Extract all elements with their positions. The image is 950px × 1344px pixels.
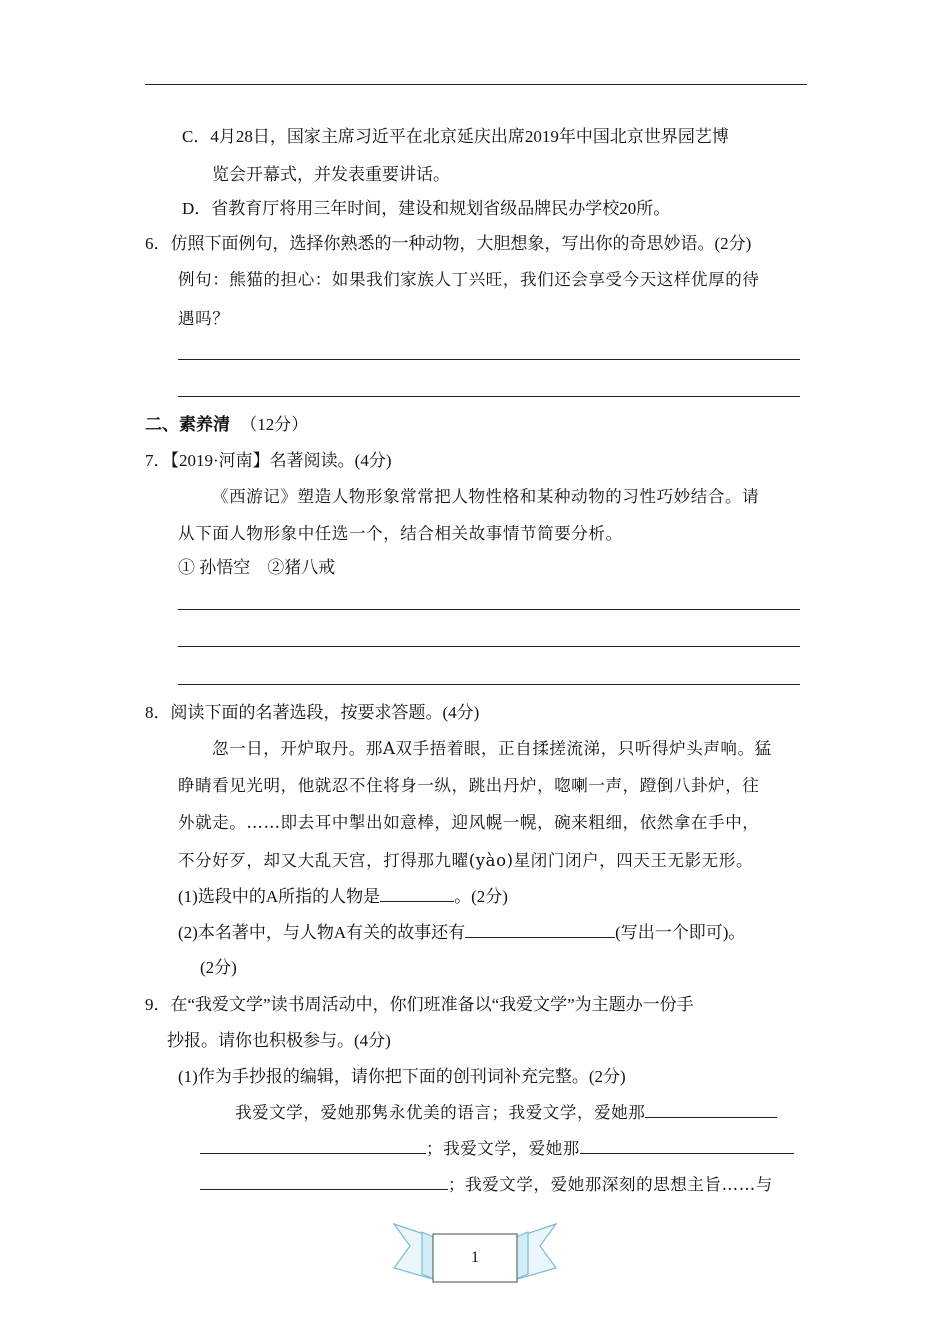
q9-stem-line2: 抄报。请你也积极参与。(4分): [167, 1031, 391, 1050]
q6-answer-line-1[interactable]: [178, 359, 800, 360]
q9-stem-line1: 9．在“我爱文学”读书周活动中，你们班准备以“我爱文学”为主题办一份手: [145, 995, 694, 1014]
q9-fill-line2-text: ；我爱文学，爱她那: [426, 1139, 580, 1158]
q9-fill-line3-text: ；我爱文学，爱她那深刻的思想主旨……与: [448, 1175, 773, 1194]
q8-sub1-text: (1)选段中的A所指的人物是: [178, 887, 381, 906]
q8-sub1-blank[interactable]: [380, 885, 454, 902]
q7-body-line2: 从下面人物形象中任选一个，结合相关故事情节简要分析。: [178, 524, 623, 543]
q8-passage-line2: 睁睛看见光明，他就忍不住将身一纵，跳出丹炉，唿喇一声，蹬倒八卦炉，往: [178, 776, 760, 795]
q8-sub2: [178, 921, 745, 943]
q6-stem: 6．仿照下面例句，选择你熟悉的一种动物，大胆想象，写出你的奇思妙语。(2分): [145, 234, 752, 253]
q5-option-c-line1: C．4月28日，国家主席习近平在北京延庆出席2019年中国北京世界园艺博: [182, 127, 729, 146]
q9-fill-line3: [200, 1173, 773, 1195]
q8-sub2-score: (2分): [200, 958, 237, 977]
q9-sub1: (1)作为手抄报的编辑，请你把下面的创刊词补充完整。(2分): [178, 1067, 626, 1086]
q9-fill-blank-1b[interactable]: [200, 1137, 426, 1154]
q8-sub2-hint: (写出一个即可)。: [615, 923, 746, 942]
q6-example-line1: 例句：熊猫的担心：如果我们家族人丁兴旺，我们还会享受今天这样优厚的待: [178, 270, 760, 289]
q9-fill-line1: [235, 1101, 777, 1123]
q5-option-d: D．省教育厅将用三年时间，建设和规划省级品牌民办学校20所。: [182, 199, 671, 218]
header-rule: [145, 84, 807, 85]
q8-sub1: [178, 885, 508, 907]
q8-passage-line3: 外就走。……即去耳中掣出如意棒，迎风幌一幌，碗来粗细，依然拿在手中，: [178, 813, 760, 832]
q5-option-c-line2: 览会开幕式，并发表重要讲话。: [212, 165, 450, 184]
q7-answer-line-2[interactable]: [178, 646, 800, 647]
section2-title: 二、素养清: [145, 415, 230, 434]
q9-fill-blank-2a[interactable]: [580, 1137, 794, 1154]
q7-body-line1: 《西游记》塑造人物形象常常把人物性格和某种动物的习性巧妙结合。请: [212, 487, 760, 506]
section2-heading: [145, 415, 308, 435]
q8-passage-line1: 忽一日，开炉取丹。那A双手捂着眼，正自揉搓流涕，只听得炉头声响。猛: [212, 739, 772, 758]
q7-choices: ① 孙悟空 ②猪八戒: [178, 558, 336, 577]
q8-sub2-blank[interactable]: [465, 921, 615, 938]
q9-fill-line2: [200, 1137, 794, 1159]
q8-stem: 8．阅读下面的名著选段，按要求答题。(4分): [145, 703, 480, 722]
q8-sub1-score: 。(2分): [454, 887, 508, 906]
q7-answer-line-3[interactable]: [178, 684, 800, 685]
q7-answer-line-1[interactable]: [178, 609, 800, 610]
q9-fill-line1-text: 我爱文学，爱她那隽永优美的语言；我爱文学，爱她那: [235, 1103, 646, 1122]
section2-score: （12分）: [240, 415, 309, 434]
q8-passage-line4: 不分好歹，却又大乱天宫，打得那九曜(yào)星闭门闭户，四天王无影无形。: [178, 851, 754, 870]
q6-example-line2: 遇吗？: [178, 309, 230, 328]
page-number: 1: [471, 1249, 479, 1266]
q9-fill-blank-2b[interactable]: [200, 1173, 448, 1190]
q8-sub2-text: (2)本名著中，与人物A有关的故事还有: [178, 923, 466, 942]
q9-fill-blank-1a[interactable]: [645, 1101, 777, 1118]
q7-stem: 7．【2019·河南】名著阅读。(4分): [145, 451, 392, 470]
q6-answer-line-2[interactable]: [178, 396, 800, 397]
